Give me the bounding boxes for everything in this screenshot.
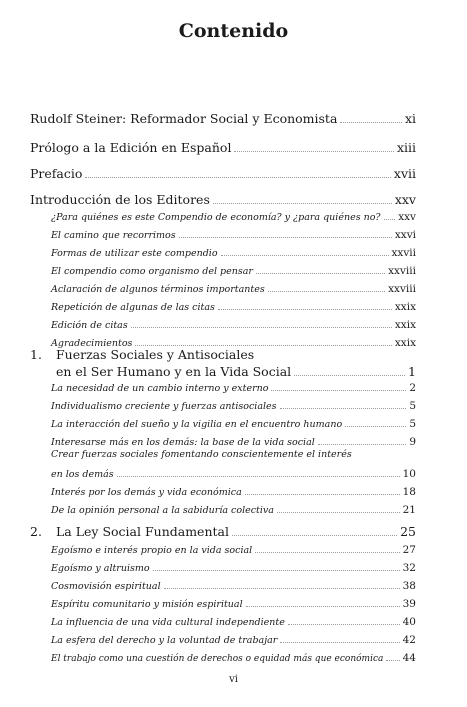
toc-subentry[interactable] [30, 211, 416, 223]
chapter-heading[interactable] [30, 347, 416, 365]
toc-subentry[interactable] [30, 616, 416, 628]
dot-leader [221, 254, 389, 256]
toc-subentry-label: Repetición de algunas de las citas [51, 302, 215, 313]
toc-subentry-page: xxviii [388, 283, 416, 295]
toc-subentry-label: De la opinión personal a la sabiduría colectiva [51, 505, 274, 516]
toc-subentry-label: ¿Para quiénes es este Compendio de economía? y ¿para quiénes no? [51, 212, 381, 223]
toc-subentry-label: La esfera del derecho y la voluntad de trabajar [51, 635, 278, 646]
toc-subentry-page: 10 [402, 468, 416, 480]
toc-subentry-page: 44 [402, 652, 416, 664]
dot-leader [345, 425, 406, 427]
toc-entry-label: Prólogo a la Edición en Español [30, 140, 232, 155]
toc-subentry-label: Interés por los demás y vida económica [51, 487, 242, 498]
toc-subentry[interactable] [30, 301, 416, 313]
dot-leader [386, 659, 399, 661]
toc-subentry[interactable] [30, 504, 416, 516]
toc-subentry-label: en los demás [51, 469, 114, 480]
toc-subentry[interactable] [30, 229, 416, 241]
toc-subentry[interactable] [30, 486, 416, 498]
toc-subentry-page: xxviii [388, 265, 416, 277]
chapter-heading[interactable] [30, 524, 416, 542]
toc-subentry-page: 40 [402, 616, 416, 628]
toc-subentry-page: 21 [402, 504, 416, 516]
toc-subentry-page: xxvi [394, 229, 416, 241]
toc-subentry[interactable] [30, 544, 416, 556]
toc-entry-page: xxv [394, 192, 416, 207]
dot-leader [280, 407, 407, 409]
toc-subentry-page: 2 [409, 382, 416, 394]
dot-leader [246, 605, 400, 607]
toc-subentry-label: La interacción del sueño y la vigilia en el encuentro humano [51, 419, 343, 430]
toc-subentry-label: Egoísmo y altruismo [51, 563, 150, 574]
chapter-title-row [56, 524, 416, 539]
toc-subentry[interactable] [30, 634, 416, 646]
dot-leader [384, 218, 396, 220]
chapter-title-continuation[interactable] [56, 364, 416, 379]
toc-subentry-page: xxix [394, 337, 416, 349]
toc-subentry-page: xxix [394, 319, 416, 331]
dot-leader [117, 475, 400, 477]
dot-leader [340, 121, 402, 123]
dot-leader [268, 290, 385, 292]
toc-subentry-page: 5 [409, 400, 416, 412]
dot-leader [277, 511, 400, 513]
toc-subentry-label: El compendio como organismo del pensar [51, 266, 253, 277]
page-number: vi [229, 674, 238, 685]
dot-leader [213, 202, 392, 204]
dot-leader [232, 534, 397, 536]
toc-subentry[interactable] [30, 265, 416, 277]
dot-leader [294, 374, 405, 376]
toc-subentry-label: Interesarse más en los demás: la base de la vida social [51, 437, 315, 448]
dot-leader [256, 272, 385, 274]
toc-subentry-page: xxix [394, 301, 416, 313]
dot-leader [131, 326, 392, 328]
chapter-page: 25 [400, 524, 416, 539]
dot-leader [280, 641, 399, 643]
toc-subentry[interactable] [30, 436, 416, 448]
toc-subentry-label: Aclaración de algunos términos importantes [51, 284, 265, 295]
toc-subentry[interactable] [30, 283, 416, 295]
toc-subentry-page: 9 [409, 436, 416, 448]
toc-entry-label: Prefacio [30, 166, 83, 181]
toc-subentry[interactable] [30, 319, 416, 331]
toc-subentry[interactable] [30, 382, 416, 394]
toc-subentry[interactable] [30, 652, 416, 664]
toc-subentry[interactable] [30, 400, 416, 412]
toc-subentry-page: xxvii [391, 247, 416, 259]
chapter-title-line1: Fuerzas Sociales y Antisociales [56, 347, 255, 362]
dot-leader [135, 344, 391, 346]
toc-subentry-label: Formas de utilizar este compendio [51, 248, 218, 259]
dot-leader [234, 150, 394, 152]
toc-subentry-page: xxv [398, 211, 416, 223]
toc-entry-page: xiii [396, 140, 416, 155]
dot-leader [288, 623, 400, 625]
dot-leader [153, 569, 400, 571]
toc-subentry-label: La influencia de una vida cultural independiente [51, 617, 285, 628]
toc-entry[interactable] [30, 166, 416, 181]
toc-subentry-label: El trabajo como una cuestión de derechos o equidad más que económica [51, 654, 384, 664]
toc-entry-page: xvii [393, 166, 416, 181]
dot-leader [164, 587, 400, 589]
toc-subentry-page: 39 [402, 598, 416, 610]
toc-entry[interactable] [30, 140, 416, 155]
dot-leader [271, 389, 406, 391]
toc-subentry-label: La necesidad de un cambio interno y externo [51, 383, 269, 394]
toc-subentry[interactable] [30, 580, 416, 592]
toc-subentry-page: 32 [402, 562, 416, 574]
toc-subentry-page: 5 [409, 418, 416, 430]
toc-entry-label: Rudolf Steiner: Reformador Social y Economista [30, 111, 338, 126]
dot-leader [85, 176, 391, 178]
toc-subentry-label: Espíritu comunitario y misión espiritual [51, 599, 243, 610]
toc-subentry[interactable] [30, 468, 416, 480]
toc-subentry-page: 27 [402, 544, 416, 556]
dot-leader [255, 551, 399, 553]
toc-entry[interactable] [30, 192, 416, 207]
page-title: Contenido [178, 20, 289, 42]
toc-subentry[interactable] [30, 598, 416, 610]
dot-leader [245, 493, 400, 495]
chapter-number: 2. [30, 524, 42, 539]
chapter-title: La Ley Social Fundamental [56, 524, 229, 539]
toc-subentry-page: 38 [402, 580, 416, 592]
toc-subentry-label-wrapped[interactable]: Crear fuerzas sociales fomentando conscientemente el interés [51, 449, 352, 460]
dot-leader [218, 308, 392, 310]
toc-subentry-label: Edición de citas [51, 320, 128, 331]
toc-entry[interactable] [30, 111, 416, 126]
toc-subentry[interactable] [30, 247, 416, 259]
chapter-page: 1 [408, 364, 416, 379]
toc-subentry-page: 18 [402, 486, 416, 498]
dot-leader [318, 443, 407, 445]
toc-subentry-label: Egoísmo e interés propio en la vida social [51, 545, 253, 556]
toc-subentry-label: Agradecimientos [51, 338, 133, 349]
toc-subentry[interactable] [30, 418, 416, 430]
toc-subentry-label: Individualismo creciente y fuerzas antisociales [51, 401, 277, 412]
dot-leader [179, 236, 392, 238]
toc-subentry-label: El camino que recorrimos [51, 230, 176, 241]
chapter-title-line2: en el Ser Humano y en la Vida Social [56, 364, 292, 379]
toc-subentry[interactable] [30, 562, 416, 574]
chapter-number: 1. [30, 347, 42, 362]
toc-subentry-page: 42 [402, 634, 416, 646]
toc-subentry-label: Cosmovisión espiritual [51, 581, 161, 592]
toc-entry-label: Introducción de los Editores [30, 192, 210, 207]
toc-entry-page: xi [404, 111, 416, 126]
